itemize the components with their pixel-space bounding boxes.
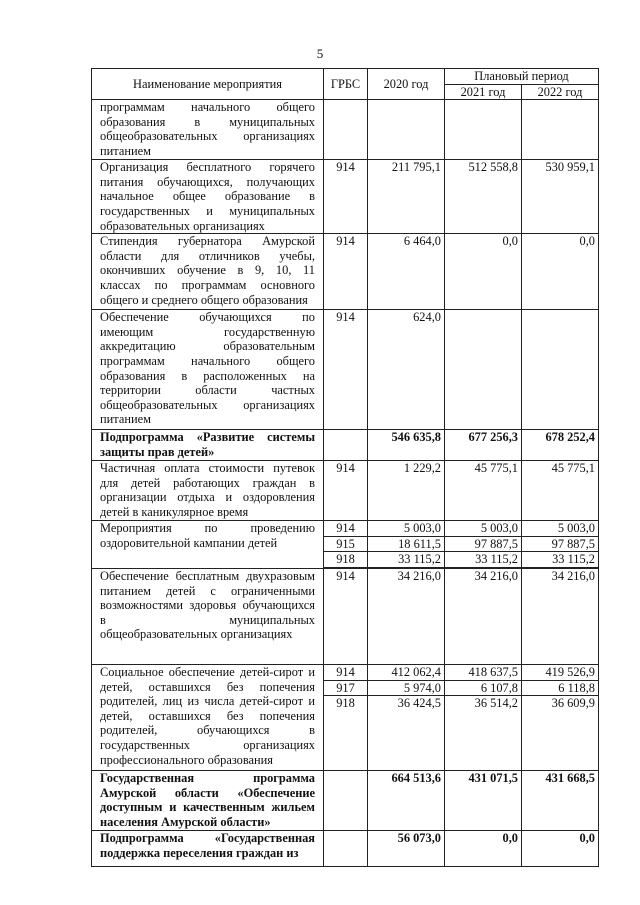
table-row [92, 664, 599, 680]
row-2022 [522, 100, 599, 160]
row-2021: 97 887,5 [445, 536, 522, 552]
row-grbs: 914 [324, 234, 368, 310]
row-2022: 97 887,5 [522, 536, 599, 552]
row-name: Мероприятия по проведению оздоровительной кампании детей [92, 521, 324, 569]
row-grbs: 914 [324, 160, 368, 234]
row-2022: 33 115,2 [522, 552, 599, 568]
row-2022: 0,0 [522, 234, 599, 310]
row-2020: 56 073,0 [368, 831, 445, 867]
header-plan-period: Плановый период [445, 69, 599, 85]
row-2022: 45 775,1 [522, 461, 599, 521]
table-row [92, 310, 599, 430]
row-2022: 431 668,5 [522, 771, 599, 831]
row-name: Подпрограмма «Развитие системы защиты прав детей» [92, 430, 324, 461]
table-row [92, 521, 599, 537]
header-2022: 2022 год [522, 84, 599, 100]
row-2021: 431 071,5 [445, 771, 522, 831]
table-row [92, 771, 599, 831]
header-2021: 2021 год [445, 84, 522, 100]
page-number: 5 [316, 46, 324, 61]
row-2021: 0,0 [445, 234, 522, 310]
row-name: программам начального общего образования в муниципальных общеобразовательных организациях питанием [92, 100, 324, 160]
row-2020: 546 635,8 [368, 430, 445, 461]
row-grbs: 918 [324, 696, 368, 711]
header-2020: 2020 год [368, 69, 445, 100]
row-2020: 5 974,0 [368, 680, 445, 696]
row-2022: 36 609,9 [522, 696, 599, 711]
row-name: Организация бесплатного горячего питания обучающихся, получающих начальное общее образование в государственных и муниципальных образовательных организациях [92, 160, 324, 234]
row-2022: 678 252,4 [522, 430, 599, 461]
row-2022: 34 216,0 [522, 568, 599, 664]
row-2021: 677 256,3 [445, 430, 522, 461]
row-2020: 34 216,0 [368, 568, 445, 664]
row-2020: 6 464,0 [368, 234, 445, 310]
header-name: Наименование мероприятия [92, 69, 324, 100]
row-name: Обеспечение бесплатным двухразовым питанием детей с ограниченными возможностями здоровья обучающихся в муниципальных общеобразовательных организациях [92, 568, 324, 664]
row-grbs: 917 [324, 680, 368, 696]
row-2020 [368, 100, 445, 160]
table-row [92, 430, 599, 461]
row-grbs: 918 [324, 552, 368, 568]
row-2021: 6 107,8 [445, 680, 522, 696]
row-grbs: 914 [324, 664, 368, 680]
row-name: Обеспечение обучающихся по имеющим государственную аккредитацию образовательным программам начального общего образования в расположенных на территории области частных общеобразовательных организациях питанием [92, 310, 324, 430]
row-2020: 664 513,6 [368, 771, 445, 831]
row-2020: 624,0 [368, 310, 445, 430]
table-row [92, 100, 599, 160]
row-2020: 36 424,5 [368, 696, 445, 711]
row-2020: 211 795,1 [368, 160, 445, 234]
spacer-cell [522, 711, 599, 771]
row-grbs: 914 [324, 521, 368, 537]
row-2020: 33 115,2 [368, 552, 445, 568]
row-name: Стипендия губернатора Амурской области для отличников учебы, окончивших обучение в 9, 10, 11 классах по программам основного общего и среднего общего образования [92, 234, 324, 310]
row-2021: 418 637,5 [445, 664, 522, 680]
row-2021: 512 558,8 [445, 160, 522, 234]
row-grbs: 915 [324, 536, 368, 552]
row-grbs: 914 [324, 461, 368, 521]
row-2021: 34 216,0 [445, 568, 522, 664]
row-2022: 5 003,0 [522, 521, 599, 537]
spacer-cell [324, 711, 368, 771]
row-2022: 530 959,1 [522, 160, 599, 234]
row-2021: 45 775,1 [445, 461, 522, 521]
table-row [92, 568, 599, 664]
table-row [92, 234, 599, 310]
row-2020: 1 229,2 [368, 461, 445, 521]
header-grbs: ГРБС [324, 69, 368, 100]
row-2021: 36 514,2 [445, 696, 522, 711]
spacer-cell [445, 711, 522, 771]
row-grbs: 914 [324, 310, 368, 430]
row-name: Частичная оплата стоимости путевок для детей работающих граждан в организации отдыха и оздоровления детей в каникулярное время [92, 461, 324, 521]
row-name: Подпрограмма «Государственная поддержка переселения граждан из [92, 831, 324, 867]
row-name: Государственная программа Амурской области «Обеспечение доступным и качественным жильем населения Амурской области» [92, 771, 324, 831]
budget-table [91, 68, 599, 867]
spacer-cell [368, 711, 445, 771]
row-2021 [445, 100, 522, 160]
row-2022 [522, 310, 599, 430]
row-2020: 5 003,0 [368, 521, 445, 537]
row-2021 [445, 310, 522, 430]
row-2021: 5 003,0 [445, 521, 522, 537]
row-grbs: 914 [324, 568, 368, 664]
row-2022: 0,0 [522, 831, 599, 867]
row-2022: 419 526,9 [522, 664, 599, 680]
row-grbs [324, 430, 368, 461]
row-2021: 0,0 [445, 831, 522, 867]
row-2022: 6 118,8 [522, 680, 599, 696]
table-row [92, 831, 599, 867]
row-2020: 18 611,5 [368, 536, 445, 552]
row-name: Социальное обеспечение детей-сирот и детей, оставшихся без попечения родителей, лиц из числа детей-сирот и детей, оставшихся без попечения родителей, обучающихся в государственных организациях профессионального образования [92, 664, 324, 770]
row-grbs [324, 771, 368, 831]
row-2020: 412 062,4 [368, 664, 445, 680]
table-row [92, 461, 599, 521]
row-grbs [324, 831, 368, 867]
table-row [92, 160, 599, 234]
row-2021: 33 115,2 [445, 552, 522, 568]
row-grbs [324, 100, 368, 160]
